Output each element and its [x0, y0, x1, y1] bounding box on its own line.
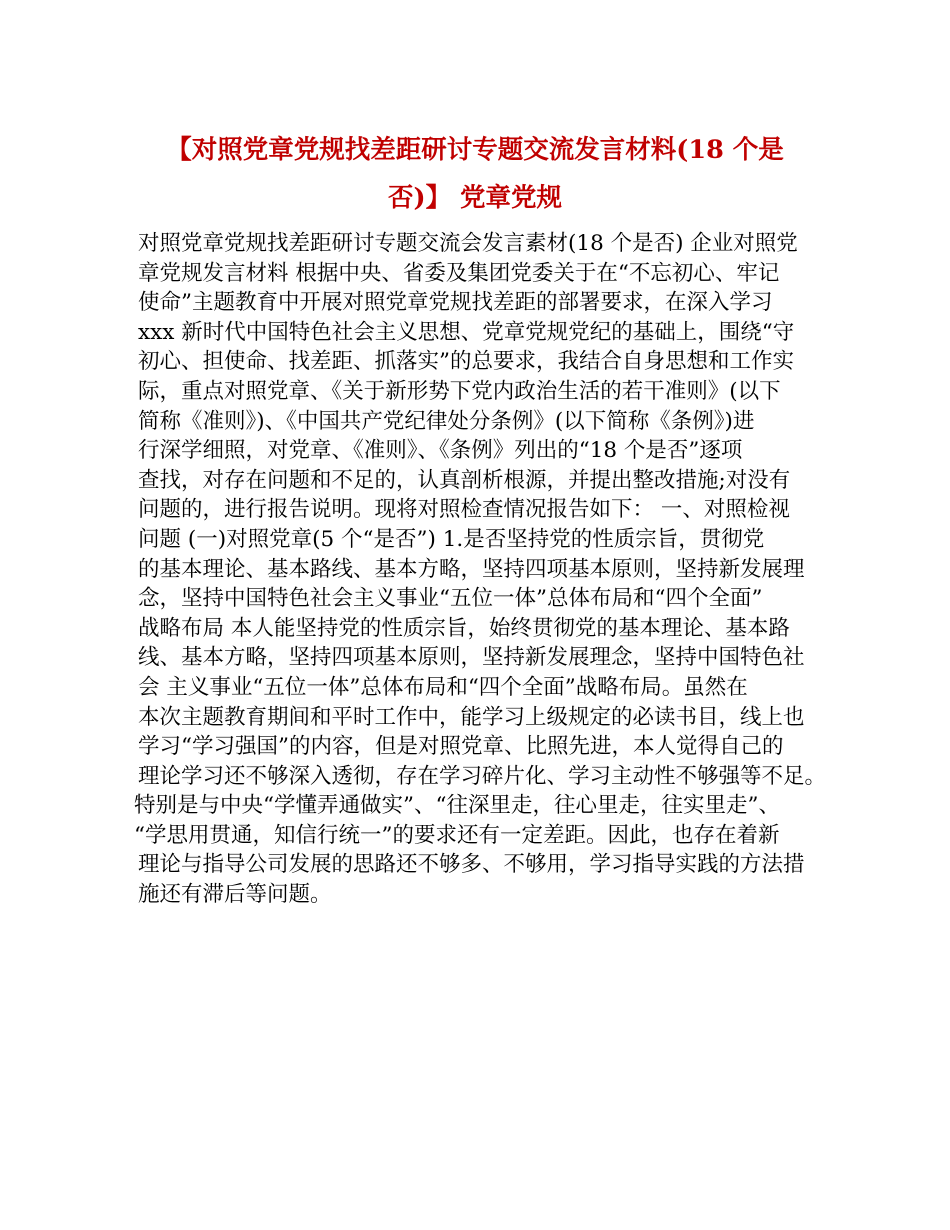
- body-line: 会 主义事业“五位一体”总体布局和“四个全面”战略布局。虽然在: [138, 674, 748, 700]
- body-line: 行深学细照，对党章、《准则》、《条例》列出的“18 个是否”逐项: [138, 438, 743, 464]
- body-line: 学习“学习强国”的内容，但是对照党章、比照先进，本人觉得自己的: [138, 734, 784, 760]
- body-line: 章党规发言材料 根据中央、省委及集团党委关于在“不忘初心、牢记: [138, 260, 780, 286]
- body-line: 战略布局 本人能坚持党的性质宗旨，始终贯彻党的基本理论、基本路: [138, 615, 790, 641]
- document-title: [100, 126, 850, 222]
- body-line: 对照党章党规找差距研讨专题交流会发言素材(18 个是否) 企业对照党: [138, 231, 798, 256]
- body-line: 的基本理论、基本路线、基本方略，坚持四项基本原则，坚持新发展理: [138, 556, 805, 582]
- body-line: 特别是与中央“学懂弄通做实”、“往深里走，往心里走，往实里走”、: [134, 793, 780, 819]
- body-line: 问题 (一)对照党章(5 个“是否”) 1.是否坚持党的性质宗旨，贯彻党: [138, 526, 765, 552]
- body-line: 问题的，进行报告说明。现将对照检查情况报告如下： 一、对照检视: [138, 497, 790, 523]
- body-line: 使命”主题教育中开展对照党章党规找差距的部署要求，在深入学习: [138, 290, 773, 316]
- body-line: 本次主题教育期间和平时工作中，能学习上级规定的必读书目，线上也: [138, 704, 805, 730]
- document-body: [134, 229, 828, 910]
- body-line: 简称《准则》)、《中国共产党纪律处分条例》(以下简称《条例》)进: [138, 408, 755, 434]
- title-line-2: 否)】 党章党规: [388, 183, 562, 213]
- body-line: 际，重点对照党章、《关于新形势下党内政治生活的若干准则》(以下: [138, 378, 781, 404]
- body-line: 初心、担使命、找差距、抓落实”的总要求，我结合自身思想和工作实: [138, 349, 794, 375]
- body-line: 理论学习还不够深入透彻，存在学习碎片化、学习主动性不够强等不足。: [138, 763, 827, 789]
- body-line: 查找，对存在问题和不足的，认真剖析根源，并提出整改措施;对没有: [138, 467, 791, 493]
- body-line: 念，坚持中国特色社会主义事业“五位一体”总体布局和“四个全面”: [138, 586, 763, 612]
- body-line: 施还有滞后等问题。: [138, 882, 332, 908]
- body-line: “学思用贯通，知信行统一”的要求还有一定差距。因此，也存在着新: [134, 822, 780, 848]
- title-line-1: 【对照党章党规找差距研讨专题交流发言材料(18 个是: [166, 135, 784, 165]
- body-line: 理论与指导公司发展的思路还不够多、不够用，学习指导实践的方法措: [138, 852, 805, 878]
- body-line: 线、基本方略，坚持四项基本原则，坚持新发展理念，坚持中国特色社: [138, 645, 805, 671]
- body-line: xxx 新时代中国特色社会主义思想、党章党规党纪的基础上，围绕“守: [138, 319, 795, 345]
